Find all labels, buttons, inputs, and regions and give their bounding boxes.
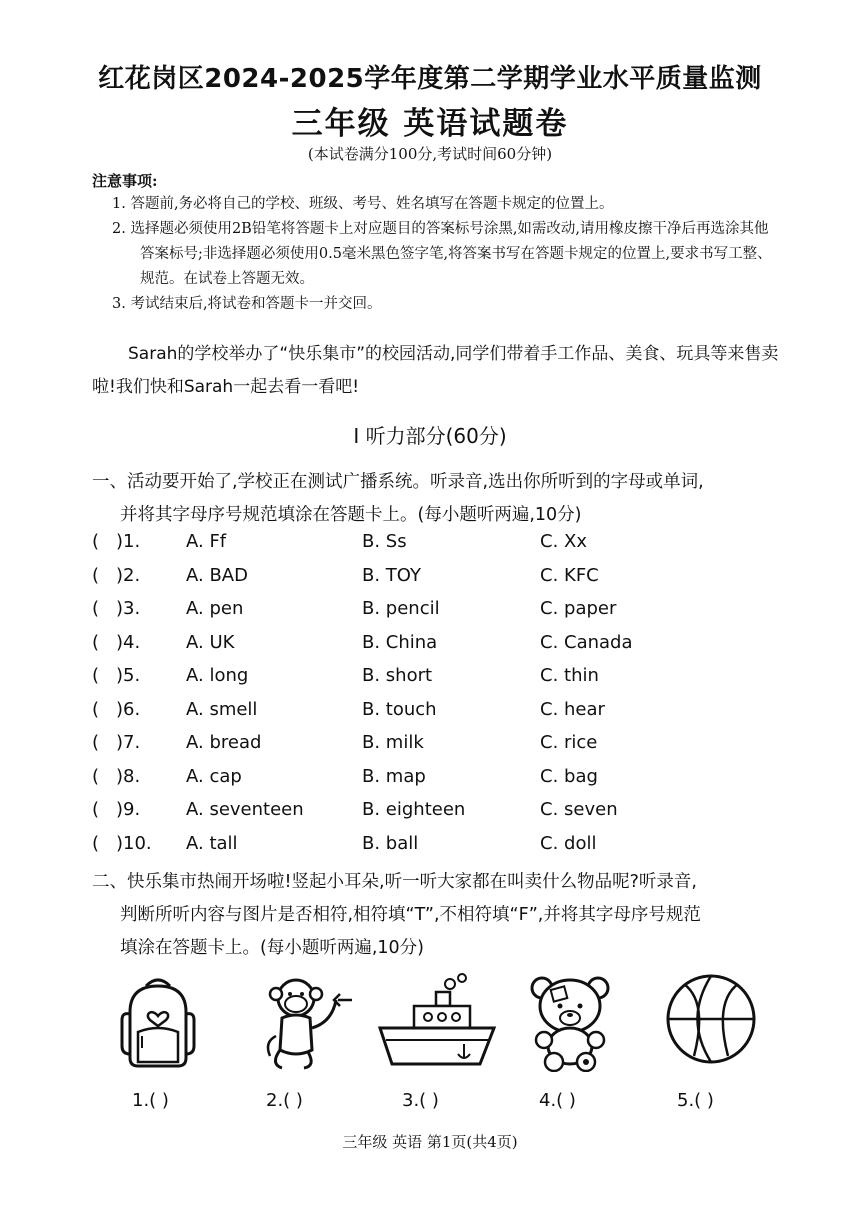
- answer-blank[interactable]: 4.( ): [539, 1090, 576, 1111]
- question-row: [92, 831, 792, 865]
- question2-heading: [92, 866, 792, 965]
- option-a: A. BAD: [186, 564, 248, 586]
- question-number: )9.: [116, 799, 141, 820]
- option-c: C. doll: [540, 832, 597, 854]
- notice-list: [112, 192, 782, 317]
- question-row: [92, 730, 792, 764]
- question2-line3: 填涂在答题卡上。(每小题听两遍,10分): [120, 938, 424, 958]
- answer-blank[interactable]: 2.( ): [266, 1090, 303, 1111]
- question1-line2: 并将其字母序号规范填涂在答题卡上。(每小题听两遍,10分): [120, 505, 582, 525]
- option-c: C. Xx: [540, 531, 587, 552]
- option-a: A. UK: [186, 631, 235, 653]
- option-b: B. eighteen: [362, 799, 466, 820]
- exam-title: 红花岗区2024-2025学年度第二学期学业水平质量监测: [98, 64, 762, 94]
- option-c: C. paper: [540, 598, 617, 619]
- question-number: )5.: [116, 665, 141, 686]
- intro-paragraph: Sarah的学校举办了“快乐集市”的校园活动,同学们带着手工作品、美食、玩具等来售卖啦!我们快和Sarah一起去看一看吧!: [92, 344, 779, 397]
- option-c: C. hear: [540, 698, 605, 720]
- question-row: [92, 596, 792, 630]
- question-row: [92, 797, 792, 831]
- answer-paren[interactable]: (: [92, 564, 100, 586]
- question2-answer-row: [0, 1090, 860, 1120]
- answer-paren[interactable]: (: [92, 665, 100, 686]
- option-a: A. long: [186, 665, 249, 686]
- exam-subtitle: (本试卷满分100分,考试时间60分钟): [307, 145, 553, 163]
- question-number: )1.: [116, 531, 141, 552]
- answer-paren[interactable]: (: [92, 832, 100, 854]
- picture-row: [0, 972, 860, 1072]
- option-b: B. pencil: [362, 598, 440, 619]
- option-a: A. pen: [186, 598, 244, 619]
- notice-title: 注意事项:: [92, 172, 158, 190]
- answer-blank[interactable]: 1.( ): [132, 1090, 169, 1111]
- option-b: B. Ss: [362, 531, 407, 552]
- question-row: [92, 697, 792, 731]
- option-a: A. seventeen: [186, 799, 304, 820]
- option-b: B. milk: [362, 732, 424, 753]
- question-row: [92, 563, 792, 597]
- option-a: A. cap: [186, 765, 242, 787]
- notice-item: 1. 答题前,务必将自己的学校、班级、考号、姓名填写在答题卡规定的位置上。: [112, 196, 614, 212]
- question1-options: [92, 529, 792, 864]
- question1-heading: [92, 466, 792, 532]
- teddy-bear-icon: [528, 972, 612, 1072]
- exam-subject-title: 三年级 英语试题卷: [291, 106, 569, 142]
- answer-blank[interactable]: 5.( ): [677, 1090, 714, 1111]
- option-a: A. smell: [186, 698, 258, 720]
- answer-paren[interactable]: (: [92, 732, 100, 753]
- option-b: B. TOY: [362, 564, 421, 586]
- section-title: Ⅰ 听力部分(60分): [353, 424, 507, 448]
- option-c: C. thin: [540, 665, 599, 686]
- answer-paren[interactable]: (: [92, 531, 100, 552]
- question-row: [92, 663, 792, 697]
- option-a: A. bread: [186, 732, 262, 753]
- option-c: C. bag: [540, 765, 598, 787]
- question-number: )6.: [116, 698, 141, 720]
- question2-line1: 二、快乐集市热闹开场啦!竖起小耳朵,听一听大家都在叫卖什么物品呢?听录音,: [92, 872, 697, 892]
- answer-paren[interactable]: (: [92, 765, 100, 787]
- answer-paren[interactable]: (: [92, 598, 100, 619]
- option-a: A. Ff: [186, 531, 227, 552]
- question-number: )4.: [116, 631, 141, 653]
- question-row: [92, 630, 792, 664]
- question-number: )10.: [116, 832, 152, 854]
- question-row: [92, 764, 792, 798]
- option-b: B. China: [362, 631, 438, 653]
- question-row: [92, 529, 792, 563]
- answer-paren[interactable]: (: [92, 631, 100, 653]
- answer-paren[interactable]: (: [92, 698, 100, 720]
- option-c: C. rice: [540, 732, 598, 753]
- answer-paren[interactable]: (: [92, 799, 100, 820]
- question-number: )8.: [116, 765, 141, 787]
- notice-item: 2. 选择题必须使用2B铅笔将答题卡上对应题目的答案标号涂黑,如需改动,请用橡皮擦干净后再选涂其他答案标号;非选择题必须使用0.5毫米黑色签字笔,将答案书写在答题卡规定的位置上,要求书写工整、规范。在试卷上答题无效。: [112, 221, 772, 287]
- option-c: C. seven: [540, 799, 618, 820]
- option-c: C. KFC: [540, 564, 599, 586]
- question-number: )3.: [116, 598, 141, 619]
- option-b: B. map: [362, 765, 426, 787]
- backpack-icon: [118, 972, 198, 1070]
- option-b: B. ball: [362, 832, 419, 854]
- option-c: C. Canada: [540, 631, 633, 653]
- question1-line1: 一、活动要开始了,学校正在测试广播系统。听录音,选出你所听到的字母或单词,: [92, 472, 704, 492]
- question-number: )7.: [116, 732, 141, 753]
- ship-icon: [378, 972, 496, 1072]
- answer-blank[interactable]: 3.( ): [402, 1090, 439, 1111]
- notice-item: 3. 考试结束后,将试卷和答题卡一并交回。: [112, 296, 382, 312]
- option-a: A. tall: [186, 832, 238, 854]
- option-b: B. touch: [362, 698, 437, 720]
- option-b: B. short: [362, 665, 433, 686]
- monkey-icon: [262, 972, 354, 1072]
- question2-line2: 判断所听内容与图片是否相符,相符填“T”,不相符填“F”,并将其字母序号规范: [120, 905, 701, 925]
- basketball-icon: [664, 972, 758, 1066]
- page-footer: 三年级 英语 第1页(共4页): [342, 1133, 518, 1151]
- question-number: )2.: [116, 564, 141, 586]
